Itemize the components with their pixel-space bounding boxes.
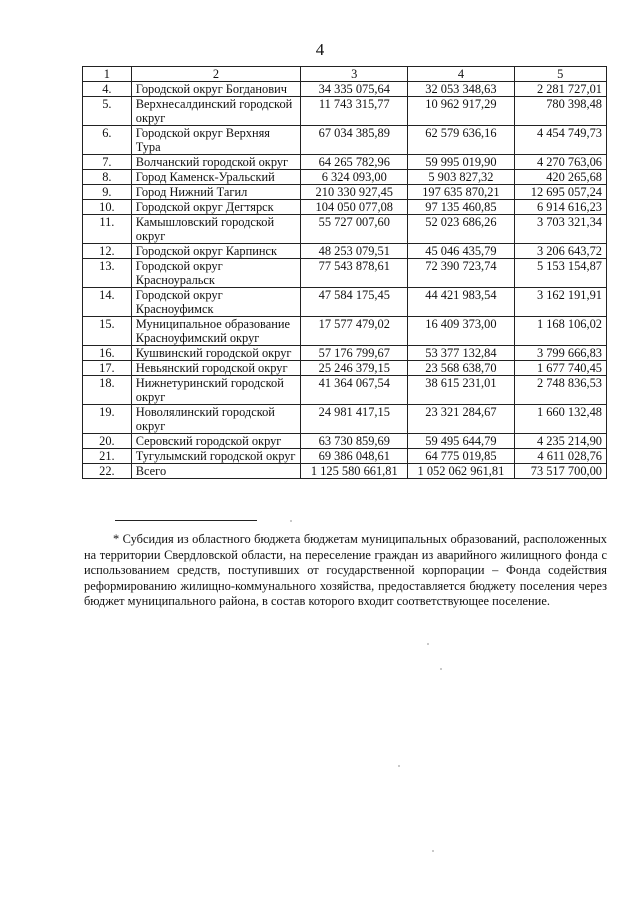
table-row xyxy=(83,288,607,317)
footnote: * Субсидия из областного бюджета бюджетам муниципальных образований, расположенных на территории Свердловской области, на переселение граждан из аварийного жилищного фонда с использованием средств, поступивших от государственной корпорации – Фонда содействия реформированию жилищно-коммунального хозяйства, предоставляется бюджету поселения через бюджет муниципального района, в состав которого входит соответствующее поселение. xyxy=(84,532,607,609)
row-number: 4. xyxy=(83,82,132,97)
row-value-col5: 5 153 154,87 xyxy=(514,259,606,288)
row-number: 21. xyxy=(83,449,132,464)
row-value-col4: 5 903 827,32 xyxy=(408,170,514,185)
row-value-col5: 3 799 666,83 xyxy=(514,346,606,361)
row-municipality-name: Город Каменск-Уральский xyxy=(131,170,300,185)
row-value-col3: 67 034 385,89 xyxy=(301,126,408,155)
scan-speck xyxy=(290,520,292,522)
row-value-col5: 780 398,48 xyxy=(514,97,606,126)
row-value-col3: 104 050 077,08 xyxy=(301,200,408,215)
row-value-col4: 52 023 686,26 xyxy=(408,215,514,244)
row-number: 9. xyxy=(83,185,132,200)
row-number: 16. xyxy=(83,346,132,361)
row-value-col5: 2 281 727,01 xyxy=(514,82,606,97)
scan-speck xyxy=(427,643,429,645)
table-body xyxy=(83,67,607,479)
row-value-col5: 420 265,68 xyxy=(514,170,606,185)
row-municipality-name: Городской округ Красноуральск xyxy=(131,259,300,288)
row-value-col3: 1 125 580 661,81 xyxy=(301,464,408,479)
row-number: 5. xyxy=(83,97,132,126)
page-number: 4 xyxy=(315,40,325,59)
row-value-col3: 57 176 799,67 xyxy=(301,346,408,361)
table-row xyxy=(83,155,607,170)
table-row xyxy=(83,405,607,434)
row-value-col4: 72 390 723,74 xyxy=(408,259,514,288)
row-value-col5: 1 660 132,48 xyxy=(514,405,606,434)
header-col-5: 5 xyxy=(514,67,606,82)
row-value-col4: 32 053 348,63 xyxy=(408,82,514,97)
table-row xyxy=(83,244,607,259)
row-municipality-name: Муниципальное образование Красноуфимский округ xyxy=(131,317,300,346)
subsidy-table xyxy=(82,66,607,479)
row-municipality-name: Волчанский городской округ xyxy=(131,155,300,170)
row-value-col5: 4 454 749,73 xyxy=(514,126,606,155)
table-row xyxy=(83,215,607,244)
row-value-col3: 77 543 878,61 xyxy=(301,259,408,288)
row-value-col4: 10 962 917,29 xyxy=(408,97,514,126)
row-value-col3: 47 584 175,45 xyxy=(301,288,408,317)
row-number: 7. xyxy=(83,155,132,170)
row-value-col3: 11 743 315,77 xyxy=(301,97,408,126)
row-value-col3: 63 730 859,69 xyxy=(301,434,408,449)
row-municipality-name: Тугулымский городской округ xyxy=(131,449,300,464)
row-value-col4: 59 495 644,79 xyxy=(408,434,514,449)
row-number: 15. xyxy=(83,317,132,346)
row-value-col3: 69 386 048,61 xyxy=(301,449,408,464)
row-value-col5: 2 748 836,53 xyxy=(514,376,606,405)
row-value-col5: 1 677 740,45 xyxy=(514,361,606,376)
row-municipality-name: Городской округ Верхняя Тура xyxy=(131,126,300,155)
row-municipality-name: Городской округ Богданович xyxy=(131,82,300,97)
row-value-col3: 210 330 927,45 xyxy=(301,185,408,200)
row-number: 13. xyxy=(83,259,132,288)
header-col-1: 1 xyxy=(83,67,132,82)
row-value-col4: 45 046 435,79 xyxy=(408,244,514,259)
row-value-col5: 1 168 106,02 xyxy=(514,317,606,346)
row-value-col5: 4 611 028,76 xyxy=(514,449,606,464)
row-municipality-name: Всего xyxy=(131,464,300,479)
row-number: 18. xyxy=(83,376,132,405)
row-municipality-name: Верхнесалдинский городской округ xyxy=(131,97,300,126)
row-value-col5: 3 162 191,91 xyxy=(514,288,606,317)
row-value-col4: 23 568 638,70 xyxy=(408,361,514,376)
row-number: 14. xyxy=(83,288,132,317)
row-number: 17. xyxy=(83,361,132,376)
table-row xyxy=(83,82,607,97)
row-value-col3: 34 335 075,64 xyxy=(301,82,408,97)
row-value-col4: 23 321 284,67 xyxy=(408,405,514,434)
row-value-col5: 4 270 763,06 xyxy=(514,155,606,170)
scan-speck xyxy=(440,668,442,670)
row-value-col5: 4 235 214,90 xyxy=(514,434,606,449)
row-number: 6. xyxy=(83,126,132,155)
row-value-col4: 16 409 373,00 xyxy=(408,317,514,346)
row-value-col3: 17 577 479,02 xyxy=(301,317,408,346)
row-value-col3: 24 981 417,15 xyxy=(301,405,408,434)
table-row xyxy=(83,464,607,479)
row-number: 20. xyxy=(83,434,132,449)
row-value-col3: 41 364 067,54 xyxy=(301,376,408,405)
row-value-col4: 197 635 870,21 xyxy=(408,185,514,200)
row-value-col4: 1 052 062 961,81 xyxy=(408,464,514,479)
row-municipality-name: Нижнетуринский городской округ xyxy=(131,376,300,405)
row-municipality-name: Новолялинский городской округ xyxy=(131,405,300,434)
row-value-col3: 25 246 379,15 xyxy=(301,361,408,376)
table-row xyxy=(83,317,607,346)
row-value-col5: 3 206 643,72 xyxy=(514,244,606,259)
row-value-col4: 64 775 019,85 xyxy=(408,449,514,464)
header-col-3: 3 xyxy=(301,67,408,82)
row-value-col3: 48 253 079,51 xyxy=(301,244,408,259)
footnote-divider xyxy=(115,520,257,521)
row-number: 11. xyxy=(83,215,132,244)
row-municipality-name: Невьянский городской округ xyxy=(131,361,300,376)
row-municipality-name: Серовский городской округ xyxy=(131,434,300,449)
row-number: 19. xyxy=(83,405,132,434)
row-municipality-name: Город Нижний Тагил xyxy=(131,185,300,200)
row-value-col5: 73 517 700,00 xyxy=(514,464,606,479)
row-value-col4: 97 135 460,85 xyxy=(408,200,514,215)
table-row xyxy=(83,126,607,155)
row-value-col4: 44 421 983,54 xyxy=(408,288,514,317)
row-value-col4: 53 377 132,84 xyxy=(408,346,514,361)
table-row xyxy=(83,170,607,185)
scan-speck xyxy=(432,850,434,852)
row-value-col3: 64 265 782,96 xyxy=(301,155,408,170)
row-number: 12. xyxy=(83,244,132,259)
row-value-col5: 6 914 616,23 xyxy=(514,200,606,215)
table-row xyxy=(83,346,607,361)
table-row xyxy=(83,449,607,464)
row-value-col3: 6 324 093,00 xyxy=(301,170,408,185)
row-municipality-name: Городской округ Дегтярск xyxy=(131,200,300,215)
row-value-col4: 62 579 636,16 xyxy=(408,126,514,155)
row-value-col3: 55 727 007,60 xyxy=(301,215,408,244)
header-col-2: 2 xyxy=(131,67,300,82)
table-row xyxy=(83,97,607,126)
row-number: 22. xyxy=(83,464,132,479)
table-header-row xyxy=(83,67,607,82)
row-municipality-name: Камышловский городской округ xyxy=(131,215,300,244)
table-row xyxy=(83,434,607,449)
scan-speck xyxy=(398,765,400,767)
table-row xyxy=(83,259,607,288)
table-row xyxy=(83,200,607,215)
row-value-col4: 38 615 231,01 xyxy=(408,376,514,405)
row-municipality-name: Городской округ Карпинск xyxy=(131,244,300,259)
row-municipality-name: Городской округ Красноуфимск xyxy=(131,288,300,317)
header-col-4: 4 xyxy=(408,67,514,82)
row-number: 10. xyxy=(83,200,132,215)
table-row xyxy=(83,361,607,376)
table-row xyxy=(83,376,607,405)
row-value-col5: 12 695 057,24 xyxy=(514,185,606,200)
row-value-col5: 3 703 321,34 xyxy=(514,215,606,244)
table-row xyxy=(83,185,607,200)
row-number: 8. xyxy=(83,170,132,185)
row-municipality-name: Кушвинский городской округ xyxy=(131,346,300,361)
row-value-col4: 59 995 019,90 xyxy=(408,155,514,170)
